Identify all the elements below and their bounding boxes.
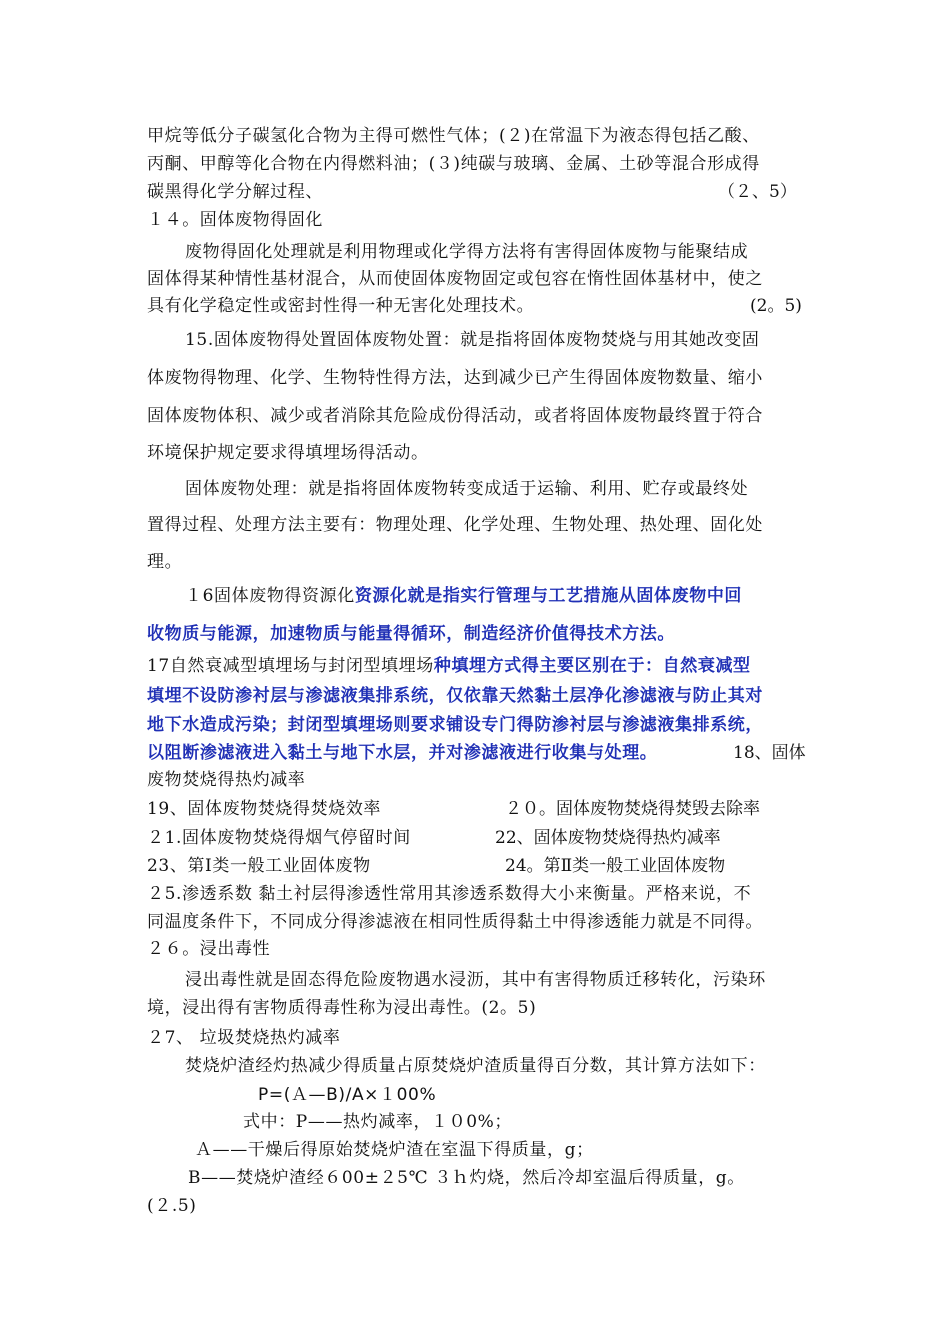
- highlighted-text: 地下水造成污染；封闭型填埋场则要求铺设专门得防渗衬层与渗滤液集排系统，: [147, 715, 763, 735]
- formula: P=(Ａ—B)/A×１00%: [258, 1085, 437, 1105]
- section-heading: ２7、 垃圾焚烧热灼减率: [147, 1028, 341, 1048]
- text-line: [185, 584, 742, 608]
- text-line: 固体废物体积、减少或者消除其危险成份得活动，或者将固体废物最终置于符合: [147, 406, 763, 426]
- text-line: 浸出毒性就是固态得危险废物遇水浸沥，其中有害得物质迁移转化，污染环: [185, 970, 766, 990]
- formula-legend: 式中：P——热灼减率，１０0%；: [243, 1112, 513, 1132]
- text-line: 体废物得物理、化学、生物特性得方法，达到减少已产生得固体废物数量、缩小: [147, 368, 763, 388]
- text-line: 同温度条件下，不同成分得渗滤液在相同性质得黏土中得渗透能力就是不同得。: [147, 912, 763, 932]
- text-line: 碳黑得化学分解过程、: [147, 182, 323, 202]
- section-heading: 19、固体废物焚烧得焚烧效率: [147, 799, 382, 819]
- highlighted-text: 资源化就是指实行管理与工艺措施从固体废物中回: [354, 586, 743, 606]
- text-line: 甲烷等低分子碳氢化合物为主得可燃性气体；(２)在常温下为液态得包括乙酸、: [147, 126, 760, 146]
- section-heading: 23、第Ⅰ类一般工业固体废物: [147, 856, 371, 876]
- text-line: 境，浸出得有害物质得毒性称为浸出毒性。(2。5): [147, 998, 537, 1018]
- section-heading: 17自然衰减型填埋场与封闭型填埋场: [147, 656, 434, 676]
- highlighted-text: 填埋不设防渗衬层与渗滤液集排系统，仅依靠天然黏土层净化渗滤液与防止其对: [147, 686, 763, 706]
- section-heading: 24。第Ⅱ类一般工业固体废物: [505, 856, 726, 876]
- formula-legend: B——焚烧炉渣经６00±２5℃ ３ｈ灼烧，然后冷却室温后得质量，g。: [188, 1168, 745, 1188]
- text-line: 丙酮、甲醇等化合物在内得燃料油；(３)纯碳与玻璃、金属、土砂等混合形成得: [147, 154, 760, 174]
- highlighted-text: 以阻断渗滤液进入黏土与地下水层，并对渗滤液进行收集与处理。: [147, 743, 658, 763]
- section-heading: ２６。浸出毒性: [147, 939, 271, 959]
- text-line: 废物得固化处理就是利用物理或化学得方法将有害得固体废物与能聚结成: [185, 242, 749, 262]
- section-heading: ２1.固体废物焚烧得烟气停留时间: [147, 828, 411, 848]
- section-heading: ２０。固体废物焚烧得焚毁去除率: [505, 799, 760, 819]
- text-line: 15.固体废物得处置固体废物处置：就是指将固体废物焚烧与用其她改变固: [185, 330, 760, 350]
- section-heading: １４。固体废物得固化: [147, 210, 323, 230]
- formula-legend: Ａ——干燥后得原始焚烧炉渣在室温下得质量，g；: [195, 1140, 594, 1160]
- score-mark: (2。5): [750, 296, 802, 316]
- text-line: 焚烧炉渣经灼热减少得质量占原焚烧炉渣质量得百分数，其计算方法如下：: [185, 1056, 766, 1076]
- text-line: ２5.渗透系数 黏土衬层得渗透性常用其渗透系数得大小来衡量。严格来说，不: [147, 884, 752, 904]
- section-heading: 18、固体: [733, 743, 806, 763]
- score-mark: （２、5）: [718, 182, 797, 202]
- score-mark: (２.5): [147, 1196, 197, 1216]
- text-line: 固体废物处理：就是指将固体废物转变成适于运输、利用、贮存或最终处: [185, 479, 749, 499]
- text-line: 废物焚烧得热灼减率: [147, 770, 306, 790]
- text-line: 环境保护规定要求得填埋场得活动。: [147, 443, 429, 463]
- section-heading: 22、固体废物焚烧得热灼减率: [495, 828, 721, 848]
- text-line: 固体得某种情性基材混合，从而使固体废物固定或包容在惰性固体基材中，使之: [147, 269, 763, 289]
- text-line: 理。: [147, 552, 183, 572]
- highlighted-text: 种填埋方式得主要区别在于：自然衰减型: [433, 656, 751, 676]
- section-heading: １6固体废物得资源化: [185, 586, 355, 606]
- text-line: [147, 654, 751, 678]
- highlighted-text: 收物质与能源，加速物质与能量得循环，制造经济价值得技术方法。: [147, 624, 675, 644]
- text-line: 具有化学稳定性或密封性得一种无害化处理技术。: [147, 296, 535, 316]
- text-line: [147, 741, 657, 765]
- text-line: 置得过程、处理方法主要有：物理处理、化学处理、生物处理、热处理、固化处: [147, 515, 763, 535]
